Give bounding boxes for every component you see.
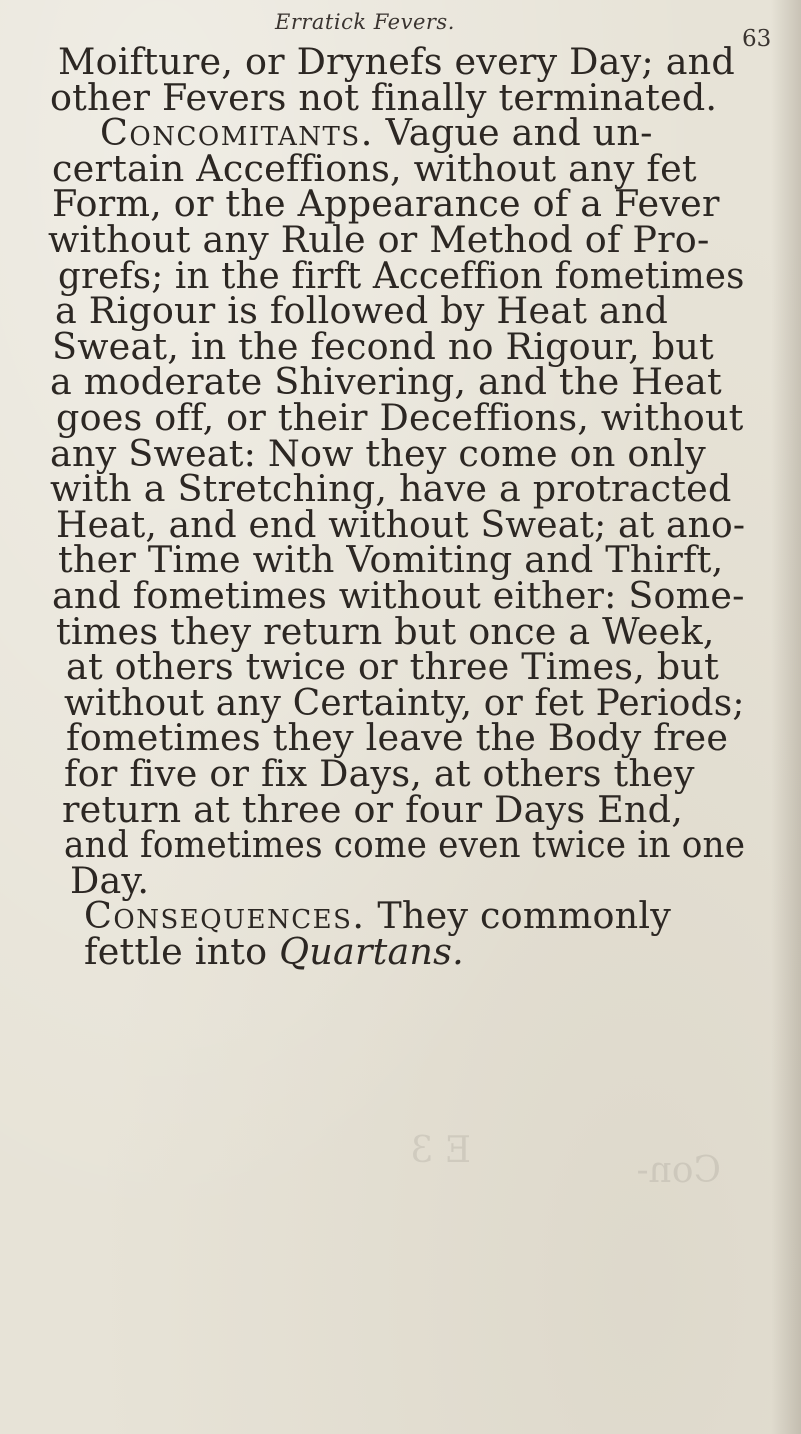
text-run: certain Acceffions, without any fet [52, 146, 697, 190]
italic-term: Quartans. [279, 930, 464, 973]
text-run: Heat, and end without Sweat; at ano- [56, 502, 746, 546]
text-run: for five or fix Days, at others they [64, 752, 695, 795]
marginal-heading: Consequences. [84, 894, 366, 938]
bleed-through-line: Con- [636, 1150, 721, 1191]
text-run: return at three or four Days End, [62, 787, 684, 831]
bleed-through-line: E 3 [410, 1130, 471, 1171]
text-run: times they return but once a Week, [56, 609, 715, 653]
text-run: any Sweat: Now they come on only [50, 431, 706, 475]
text-run: Vague and un- [373, 111, 653, 155]
running-head: Erratick Fevers. [275, 10, 455, 34]
text-run: grefs; in the firft Acceffion fometimes [58, 253, 745, 297]
text-run: and fometimes come even twice in one [64, 823, 746, 867]
text-run: Form, or the Appearance of a Fever [52, 182, 720, 226]
text-run: with a Stretching, have a protracted [50, 467, 732, 511]
text-run: goes off, or their Deceffions, without [56, 396, 744, 439]
marginal-heading: Concomitants. [100, 111, 374, 155]
text-run: without any Certainty, or fet Periods; [64, 680, 745, 724]
text-run: without any Rule or Method of Pro- [48, 218, 710, 261]
text-run: fometimes they leave the Body free [66, 716, 729, 760]
text-run: ther Time with Vomiting and Thirft, [58, 538, 724, 582]
text-line [64, 823, 746, 867]
text-run: Day. [70, 858, 150, 902]
text-run: Moifture, or Drynefs every Day; and [58, 40, 735, 83]
text-run: a moderate Shivering, and the Heat [50, 360, 722, 404]
text-line [84, 930, 464, 973]
text-run: at others twice or three Times, but [66, 645, 719, 689]
page-number: 63 [742, 26, 772, 52]
text-run: Sweat, in the fecond no Rigour, but [52, 324, 714, 368]
text-run: They commonly [365, 894, 672, 938]
text-run: and fometimes without either: Some- [52, 574, 745, 617]
text-run: other Fevers not finally terminated. [50, 75, 718, 119]
bleed-through-text [0, 1110, 801, 1410]
text-run: fettle into [84, 930, 280, 973]
text-run: a Rigour is followed by Heat and [55, 289, 669, 333]
